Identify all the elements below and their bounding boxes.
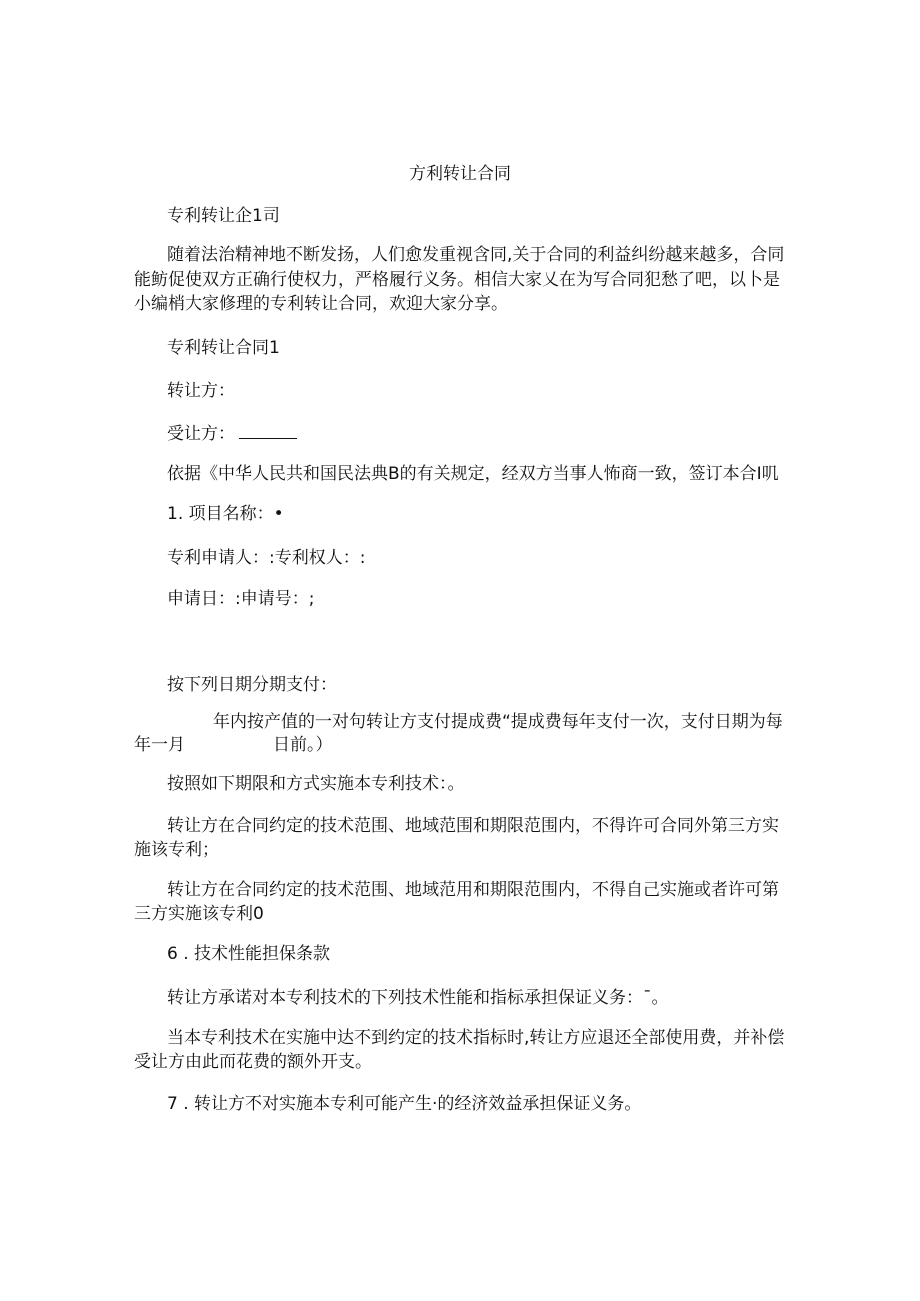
guarantee-clause: 转让方承诺对本专利技术的下列技术性能和指标承担保证义务：¯。: [167, 988, 669, 1008]
royalty-line-2a: 年一月: [134, 735, 185, 755]
patent-applicant: 专利申请人：:专利权人：:: [167, 548, 366, 568]
installment-payment: 按下列日期分期支付：: [167, 675, 337, 695]
contract-heading: 专利转让合同1: [167, 338, 280, 358]
clause-a-line-1: 转让方在合同约定的技术范围、地域范围和期限范围内，不得许可合同外第三方实: [167, 816, 779, 836]
refund-line-1: 当本专利技术在实施中达不到约定的技术指标时,转让方应退还全部使用费，并补偿: [167, 1028, 785, 1048]
intro-line-3: 小编梢大家修理的专利转让合同，欢迎大家分享。: [134, 294, 508, 314]
transferor-label: 转让方：: [167, 381, 235, 401]
item-1: 1. 项目名称：•: [167, 504, 284, 524]
intro-line-2: 能鲂促使双方正确行使权力，严格履行义务。相信大家乂在为写合同犯愁了吧，以卜是: [134, 270, 780, 290]
intro-line-1: 随着法治精神地不断发扬，人们愈发重视含同,关于合同的利益纠纷越来越多，合同: [167, 245, 785, 265]
royalty-line-2b: 日前。）: [273, 735, 333, 755]
document-title: 方利转让合同: [409, 164, 511, 184]
item-7: 7 . 转让方不对实施本专利可能产生·的经济效益承担保证义务。: [167, 1094, 642, 1114]
implementation-terms: 按照如下期限和方式实施本专利技术：。: [167, 774, 465, 794]
clause-a-line-2: 施该专利；: [134, 840, 219, 860]
document-subtitle: 专利转让企1司: [167, 206, 280, 226]
refund-line-2: 受让方由此而花费的额外开支。: [134, 1052, 372, 1072]
royalty-line-1: 年内按产值的一对句转让方支付提成费“提成费每年支付一次，支付日期为每: [213, 712, 783, 732]
transferee-blank: [239, 424, 297, 439]
clause-b-line-1: 转让方在合同约定的技术范围、地域范用和期限范围内，不得自己实施或者许可第: [167, 880, 779, 900]
item-6: 6 . 技术性能担保条款: [167, 944, 331, 964]
transferee-label: 受让方：: [167, 424, 235, 444]
clause-b-line-2: 三方实施该专利0: [134, 904, 264, 924]
transferee-row: [167, 423, 297, 445]
legal-basis: 依据《中华人民共和国民法典B的有关规定，经双方当事人怖商一致，签订本合I叽: [167, 464, 779, 484]
application-date: 申请日：:申请号：;: [167, 589, 315, 609]
